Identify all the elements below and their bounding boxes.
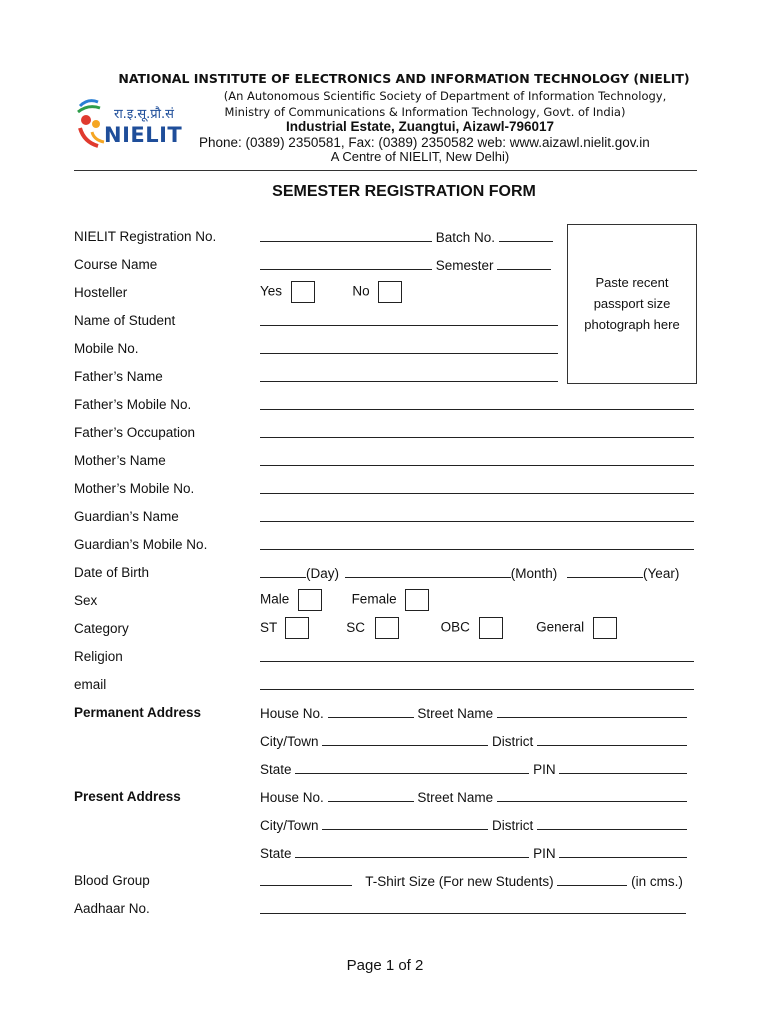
category-sc-checkbox[interactable] <box>375 617 399 639</box>
label-guardian-mobile: Guardian’s Mobile No. <box>74 537 208 552</box>
dob-day-field[interactable] <box>260 565 306 578</box>
logo-hindi-text: रा.इ.सू.प्रौ.सं <box>114 107 174 122</box>
perm-pin-label: PIN <box>533 762 556 777</box>
sex-male-label: Male <box>260 591 290 607</box>
religion-field[interactable] <box>260 649 694 662</box>
perm-house-label: House No. <box>260 706 324 721</box>
perm-state-field[interactable] <box>295 761 529 774</box>
pres-street-label: Street Name <box>417 790 494 805</box>
semester-field[interactable] <box>497 257 551 270</box>
dob-month-label: (Month) <box>510 566 558 581</box>
form-title: SEMESTER REGISTRATION FORM <box>272 183 536 200</box>
batch-label: Batch No. <box>435 230 496 245</box>
mother-name-field[interactable] <box>260 453 694 466</box>
label-date-of-birth: Date of Birth <box>74 565 150 580</box>
page-number: Page 1 of 2 <box>346 957 424 974</box>
label-blood-group: Blood Group <box>74 873 150 888</box>
header-divider <box>74 170 697 171</box>
pres-pin-field[interactable] <box>559 845 687 858</box>
label-aadhaar-no: Aadhaar No. <box>74 901 150 916</box>
photo-box-line-1: Paste recent <box>595 275 669 290</box>
perm-street-field[interactable] <box>497 705 687 718</box>
perm-street-label: Street Name <box>417 706 494 721</box>
logo-brand-text: NIELIT <box>104 123 183 147</box>
sex-male-checkbox[interactable] <box>298 589 322 611</box>
guardian-name-field[interactable] <box>260 509 694 522</box>
mother-mobile-field[interactable] <box>260 481 694 494</box>
dob-day-label: (Day) <box>306 566 339 581</box>
category-st-checkbox[interactable] <box>285 617 309 639</box>
header-contact: Phone: (0389) 2350581, Fax: (0389) 2350582 web: www.aizawl.nielit.gov.in <box>199 135 650 150</box>
header-line-2: (An Autonomous Scientific Society of Department of Information Technology, <box>223 89 667 103</box>
tshirt-unit-label: (in cms.) <box>631 874 683 889</box>
label-guardian-name: Guardian’s Name <box>74 509 179 524</box>
label-religion: Religion <box>74 649 123 664</box>
perm-district-field[interactable] <box>537 733 687 746</box>
category-sc-label: SC <box>346 619 366 635</box>
label-course-name: Course Name <box>74 257 158 272</box>
pres-state-label: State <box>260 846 292 861</box>
photo-box[interactable] <box>567 224 697 384</box>
category-general-checkbox[interactable] <box>593 617 617 639</box>
pres-district-label: District <box>492 818 534 833</box>
label-hosteller: Hosteller <box>74 285 128 300</box>
pres-street-field[interactable] <box>497 789 687 802</box>
semester-label: Semester <box>435 258 494 273</box>
category-obc-label: OBC <box>440 619 470 635</box>
batch-no-field[interactable] <box>499 229 553 242</box>
label-mother-name: Mother’s Name <box>74 453 166 468</box>
label-mother-mobile: Mother’s Mobile No. <box>74 481 195 496</box>
perm-state-label: State <box>260 762 292 777</box>
perm-pin-field[interactable] <box>559 761 687 774</box>
hosteller-no-checkbox[interactable] <box>378 281 402 303</box>
header-line-3: Ministry of Communications & Information Technology, Govt. of India) <box>224 105 626 119</box>
student-name-field[interactable] <box>260 313 558 326</box>
tshirt-label: T-Shirt Size (For new Students) <box>365 874 554 889</box>
perm-district-label: District <box>492 734 534 749</box>
mobile-no-field[interactable] <box>260 341 558 354</box>
pres-district-field[interactable] <box>537 817 687 830</box>
header-address: Industrial Estate, Zuangtui, Aizawl-796017 <box>285 119 555 134</box>
perm-city-label: City/Town <box>260 734 319 749</box>
label-present-address: Present Address <box>74 789 181 804</box>
father-mobile-field[interactable] <box>260 397 694 410</box>
pres-pin-label: PIN <box>533 846 556 861</box>
label-sex: Sex <box>74 593 98 608</box>
label-permanent-address: Permanent Address <box>74 705 202 720</box>
pres-state-field[interactable] <box>295 845 529 858</box>
hosteller-no-label: No <box>352 283 370 299</box>
pres-city-label: City/Town <box>260 818 319 833</box>
label-father-name: Father’s Name <box>74 369 163 384</box>
header-centre: A Centre of NIELIT, New Delhi) <box>330 149 510 164</box>
label-mobile-no: Mobile No. <box>74 341 139 356</box>
pres-house-no-field[interactable] <box>328 789 414 802</box>
aadhaar-no-field[interactable] <box>260 901 686 914</box>
guardian-mobile-field[interactable] <box>260 537 694 550</box>
photo-box-line-3: photograph here <box>584 317 680 332</box>
institute-name: NATIONAL INSTITUTE OF ELECTRONICS AND INFORMATION TECHNOLOGY (NIELIT) <box>118 71 690 86</box>
dob-year-label: (Year) <box>643 566 680 581</box>
perm-city-field[interactable] <box>322 733 488 746</box>
pres-city-field[interactable] <box>322 817 488 830</box>
email-field[interactable] <box>260 677 694 690</box>
label-category: Category <box>74 621 129 636</box>
category-general-label: General <box>536 619 585 635</box>
hosteller-yes-label: Yes <box>260 283 283 299</box>
dob-month-field[interactable] <box>345 565 511 578</box>
photo-box-line-2: passport size <box>593 296 671 311</box>
father-occupation-field[interactable] <box>260 425 694 438</box>
sex-female-checkbox[interactable] <box>405 589 429 611</box>
label-email: email <box>74 677 107 692</box>
hosteller-yes-checkbox[interactable] <box>291 281 315 303</box>
registration-no-field[interactable] <box>260 229 432 242</box>
tshirt-size-field[interactable] <box>557 873 627 886</box>
pres-house-label: House No. <box>260 790 324 805</box>
course-name-field[interactable] <box>260 257 432 270</box>
perm-house-no-field[interactable] <box>328 705 414 718</box>
label-registration-no: NIELIT Registration No. <box>74 229 217 244</box>
label-father-occupation: Father’s Occupation <box>74 425 196 440</box>
label-father-mobile: Father’s Mobile No. <box>74 397 192 412</box>
category-st-label: ST <box>260 619 278 635</box>
category-obc-checkbox[interactable] <box>479 617 503 639</box>
sex-female-label: Female <box>351 591 397 607</box>
label-student-name: Name of Student <box>74 313 176 328</box>
father-name-field[interactable] <box>260 369 558 382</box>
blood-group-field[interactable] <box>260 873 352 886</box>
dob-year-field[interactable] <box>567 565 643 578</box>
